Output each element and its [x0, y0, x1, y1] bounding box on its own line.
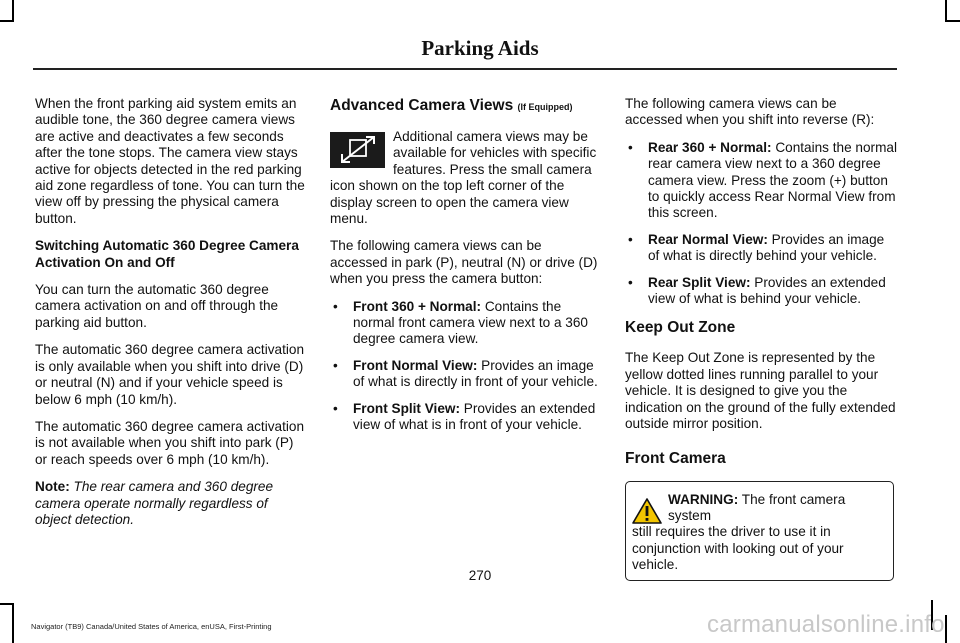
paragraph: The automatic 360 degree camera activation is not available when you shift into park (P) or reach speeds over 6 mph (10 km/h).	[35, 418, 305, 467]
list-item-text: Provides an image of what is directly in front of your vehicle.	[353, 357, 598, 390]
bullet-icon: •	[628, 274, 633, 290]
bullet-icon: •	[333, 298, 338, 314]
bullet-icon: •	[333, 357, 338, 373]
list-item-text: Provides an extended view of what is behind your vehicle.	[648, 274, 886, 307]
bullet-list	[330, 299, 602, 434]
list-item	[330, 401, 602, 434]
paragraph: When the front parking aid system emits an audible tone, the 360 degree camera views are active and deactivates a few seconds after the tone stops. The camera view stays active for objects detected in the red parking aid zone regardless of tone. You can turn the view off by pressing the physical camera button.	[35, 96, 305, 226]
paragraph: You can turn the automatic 360 degree camera activation on and off through the parking aid button.	[35, 282, 279, 330]
list-item-label: Front Split View:	[353, 400, 460, 416]
list-item-text: Contains the normal front camera view next to a 360 degree camera view.	[353, 298, 588, 347]
page-title: Parking Aids	[421, 36, 539, 60]
list-item	[625, 275, 897, 308]
bullet-icon: •	[333, 400, 338, 416]
list-item	[625, 140, 897, 222]
crop-mark	[12, 603, 14, 643]
list-item-label: Rear Split View:	[648, 274, 751, 290]
column-right	[625, 96, 897, 581]
expand-arrows-icon	[330, 132, 385, 168]
list-item	[625, 232, 897, 265]
crop-mark	[945, 615, 947, 643]
header-divider	[33, 68, 897, 70]
note-text: The rear camera and 360 degree camera operate normally regardless of object detection.	[35, 479, 274, 527]
section-heading	[330, 96, 602, 117]
column-left	[35, 96, 307, 539]
crop-mark	[0, 20, 14, 22]
crop-mark	[0, 603, 14, 605]
column-middle	[330, 96, 602, 445]
footer-note: Navigator (TB9) Canada/United States of America, enUSA, First-Printing	[31, 622, 272, 631]
warning-label: WARNING:	[668, 491, 739, 507]
list-item-label: Front Normal View:	[353, 357, 478, 373]
page-number: 270	[468, 568, 492, 583]
paragraph: The following camera views can be accessed when you shift into reverse (R):	[625, 96, 875, 128]
list-item	[330, 358, 602, 391]
note-label: Note:	[35, 479, 70, 495]
section-heading-text: Advanced Camera Views	[330, 97, 514, 114]
paragraph: The Keep Out Zone is represented by the yellow dotted lines running parallel to your vehicle. It is designed to give you the indication on the ground of the fully extended outside mirror position.	[625, 350, 896, 432]
section-heading-suffix: (If Equipped)	[517, 102, 573, 112]
section-heading: Keep Out Zone	[625, 319, 736, 337]
bullet-icon: •	[628, 231, 633, 247]
warning-box	[625, 481, 894, 581]
warning-header	[632, 492, 885, 525]
paragraph-text: Additional camera views may be available for vehicles with specific features. Press the small camera icon shown on the top left corner of the display screen to open the camera view menu.	[330, 129, 597, 227]
list-item	[330, 299, 602, 348]
paragraph: The automatic 360 degree camera activation is only available when you shift into drive (D) or neutral (N) and if your vehicle speed is below 6 mph (10 km/h).	[35, 342, 305, 407]
list-item-text: Provides an image of what is directly behind your vehicle.	[648, 231, 885, 264]
paragraph: The following camera views can be accessed in park (P), neutral (N) or drive (D) when you press the camera button:	[330, 238, 598, 287]
crop-mark	[945, 0, 947, 22]
list-item-label: Rear 360 + Normal:	[648, 139, 772, 155]
list-item-label: Rear Normal View:	[648, 231, 768, 247]
list-item-label: Front 360 + Normal:	[353, 298, 482, 314]
subheading: Switching Automatic 360 Degree Camera Activation On and Off	[35, 238, 299, 270]
crop-mark	[12, 0, 14, 22]
warning-text: still requires the driver to use it in conjunction with looking out of your vehicle.	[632, 524, 844, 573]
bullet-list	[625, 140, 897, 308]
watermark: carmanualsonline.info	[707, 611, 945, 638]
section-heading: Front Camera	[625, 449, 726, 467]
note	[35, 479, 307, 528]
list-item-text: Provides an extended view of what is in front of your vehicle.	[353, 400, 596, 433]
list-item-text: Contains the normal rear camera view next to a 360 degree camera view. Press the zoom (+) button to quickly access Rear Normal View from this screen.	[648, 139, 897, 221]
warning-triangle-icon	[632, 498, 662, 524]
bullet-icon: •	[628, 139, 633, 155]
warning-text-first: The front camera system	[668, 491, 846, 523]
crop-mark	[945, 20, 960, 22]
paragraph	[330, 129, 602, 227]
